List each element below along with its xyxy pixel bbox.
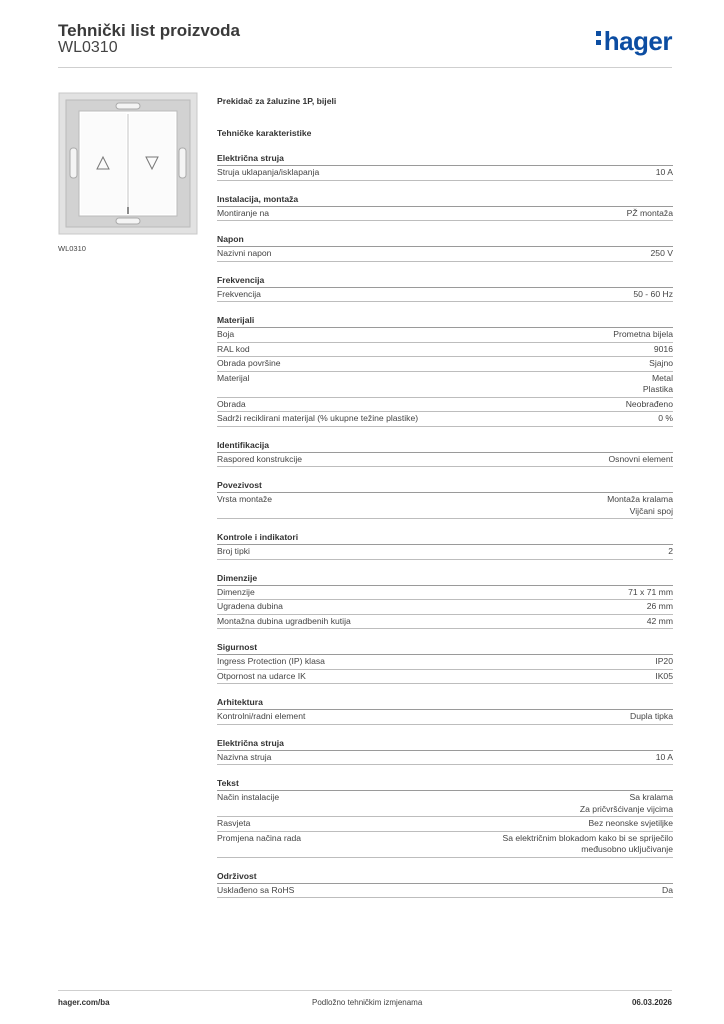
spec-value-line: Bez neonske svjetiljke <box>588 818 673 828</box>
spec-value-line: 71 x 71 mm <box>628 586 673 597</box>
spec-section <box>217 269 673 303</box>
spec-value-line: Za pričvršćivanje vijcima <box>579 803 673 814</box>
spec-section <box>217 636 673 684</box>
spec-row <box>217 398 673 413</box>
spec-row <box>217 710 673 725</box>
spec-label: Nazivna struja <box>217 751 272 762</box>
spec-row <box>217 493 673 519</box>
spec-value-line: Metal <box>651 372 673 383</box>
spec-row <box>217 288 673 303</box>
spec-label: Montažna dubina ugradbenih kutija <box>217 615 351 626</box>
footer-divider <box>58 990 672 991</box>
spec-value <box>647 601 673 613</box>
spec-row <box>217 832 673 858</box>
spec-row <box>217 207 673 222</box>
spec-row <box>217 670 673 685</box>
spec-value-line: Prometna bijela <box>613 329 673 339</box>
spec-label: Način instalacije <box>217 792 280 802</box>
spec-value <box>643 373 673 396</box>
spec-value <box>588 818 673 830</box>
spec-value-line: 10 A <box>655 751 673 762</box>
spec-value-line: PŽ montaža <box>626 207 673 218</box>
spec-section <box>217 691 673 725</box>
spec-label: Ugradena dubina <box>217 601 283 611</box>
product-name: Prekidač za žaluzine 1P, bijeli <box>217 96 337 106</box>
spec-value-line: 50 - 60 Hz <box>633 288 673 299</box>
spec-section <box>217 474 673 519</box>
spec-label: Raspored konstrukcije <box>217 453 303 464</box>
spec-row <box>217 791 673 817</box>
spec-value <box>580 792 673 815</box>
spec-value <box>627 208 673 220</box>
spec-value <box>630 711 673 723</box>
section-title: Materijali <box>217 309 673 328</box>
spec-label: Broj tipki <box>217 546 250 556</box>
spec-section <box>217 772 673 858</box>
spec-section <box>217 188 673 222</box>
spec-label: Boja <box>217 329 235 339</box>
spec-value-line: 10 A <box>655 167 673 177</box>
section-title: Održivost <box>217 865 673 884</box>
product-image <box>58 92 198 235</box>
spec-value <box>655 671 673 683</box>
spec-row <box>217 453 673 468</box>
spec-value <box>668 546 673 558</box>
section-title: Instalacija, montaža <box>217 188 673 207</box>
section-title: Sigurnost <box>217 636 673 655</box>
spec-section <box>217 434 673 468</box>
spec-label: Sadrži reciklirani materijal (% ukupne težine plastike) <box>217 413 419 423</box>
spec-value-line: 0 % <box>658 413 673 423</box>
tech-heading: Tehničke karakteristike <box>217 128 312 138</box>
spec-value <box>609 454 674 466</box>
spec-label: Vrsta montaže <box>217 494 273 504</box>
spec-label: RAL kod <box>217 343 250 354</box>
spec-label: Montiranje na <box>217 207 270 218</box>
spec-value-line: Da <box>662 884 673 895</box>
spec-value-line: IK05 <box>655 670 673 681</box>
spec-section <box>217 309 673 427</box>
spec-section <box>217 732 673 766</box>
spec-value-line: Osnovni element <box>608 453 673 464</box>
section-title: Tekst <box>217 772 673 791</box>
spec-value-line: Dupla tipka <box>630 711 673 721</box>
spec-value <box>655 656 673 668</box>
spec-section <box>217 865 673 899</box>
spec-label: Rasvjeta <box>217 818 251 828</box>
section-title: Električna struja <box>217 147 673 166</box>
hager-logo <box>596 26 672 57</box>
spec-row <box>217 655 673 670</box>
footer-date: 06.03.2026 <box>631 998 672 1007</box>
section-title: Kontrole i indikatori <box>217 526 673 545</box>
spec-value <box>647 616 673 628</box>
spec-section <box>217 526 673 560</box>
spec-value-line: 9016 <box>653 343 673 354</box>
spec-value <box>613 329 673 341</box>
spec-row <box>217 328 673 343</box>
spec-value-line: 42 mm <box>646 615 673 626</box>
spec-value-line: Neobrađeno <box>625 398 673 409</box>
spec-value <box>607 494 673 517</box>
logo-text: hager <box>603 26 672 56</box>
spec-row <box>217 343 673 358</box>
spec-value <box>626 399 673 411</box>
spec-row <box>217 412 673 427</box>
spec-row <box>217 166 673 181</box>
section-title: Dimenzije <box>217 567 673 586</box>
spec-value-line: Plastika <box>642 384 673 394</box>
spec-value <box>654 344 673 356</box>
spec-value-line: Sjajno <box>649 358 673 368</box>
product-code: WL0310 <box>58 39 118 56</box>
spec-label: Struja uklapanja/isklapanja <box>217 167 320 177</box>
spec-row <box>217 545 673 560</box>
spec-value-line: 26 mm <box>646 601 673 611</box>
spec-row <box>217 357 673 372</box>
spec-value-line: IP20 <box>655 656 673 666</box>
spec-label: Dimenzije <box>217 586 255 597</box>
spec-row <box>217 372 673 398</box>
spec-value <box>649 358 673 370</box>
spec-row <box>217 751 673 766</box>
section-title: Identifikacija <box>217 434 673 453</box>
spec-value <box>656 752 673 764</box>
spec-value <box>656 167 673 179</box>
spec-label: Nazivni napon <box>217 248 272 258</box>
spec-row <box>217 247 673 262</box>
spec-value <box>658 413 673 425</box>
spec-value <box>502 833 673 856</box>
spec-row <box>217 615 673 630</box>
spec-label: Kontrolni/radni element <box>217 711 306 721</box>
section-title: Frekvencija <box>217 269 673 288</box>
spec-row <box>217 586 673 601</box>
section-title: Električna struja <box>217 732 673 751</box>
spec-value-line: 2 <box>668 546 673 556</box>
spec-section <box>217 228 673 262</box>
section-title: Arhitektura <box>217 691 673 710</box>
spec-label: Otpornost na udarce IK <box>217 670 306 681</box>
document-title: Tehnički list proizvoda <box>58 21 240 40</box>
spec-value-line: Sa električnim blokadom kako bi se spriječilo <box>502 832 673 843</box>
footer-note: Podložno tehničkim izmjenama <box>312 998 423 1007</box>
spec-label: Frekvencija <box>217 288 261 299</box>
spec-value-line: međusobno uključivanje <box>581 844 673 854</box>
spec-value <box>633 289 673 301</box>
spec-row <box>217 600 673 615</box>
spec-section <box>217 147 673 181</box>
header-divider <box>58 67 672 68</box>
spec-label: Obrada <box>217 398 246 409</box>
spec-value-line: 250 V <box>650 248 673 258</box>
logo-dots-icon <box>596 31 602 49</box>
spec-label: Promjena načina rada <box>217 832 302 843</box>
section-title: Napon <box>217 228 673 247</box>
spec-row <box>217 884 673 899</box>
footer-website[interactable]: hager.com/ba <box>58 998 110 1007</box>
spec-label: Usklađeno sa RoHS <box>217 884 295 895</box>
spec-value <box>651 248 673 260</box>
spec-label: Ingress Protection (IP) klasa <box>217 656 325 666</box>
section-title: Povezivost <box>217 474 673 493</box>
spec-section <box>217 567 673 630</box>
spec-content <box>217 96 673 898</box>
spec-value-line: Vijčani spoj <box>629 505 673 516</box>
image-caption: WL0310 <box>58 244 86 253</box>
spec-row <box>217 817 673 832</box>
spec-sections <box>217 147 673 898</box>
spec-value-line: Sa kralama <box>629 792 673 802</box>
spec-value <box>662 885 673 897</box>
spec-value-line: Montaža kralama <box>607 494 673 504</box>
spec-label: Obrada površine <box>217 358 281 368</box>
spec-label: Materijal <box>217 372 250 383</box>
spec-value <box>628 587 673 599</box>
